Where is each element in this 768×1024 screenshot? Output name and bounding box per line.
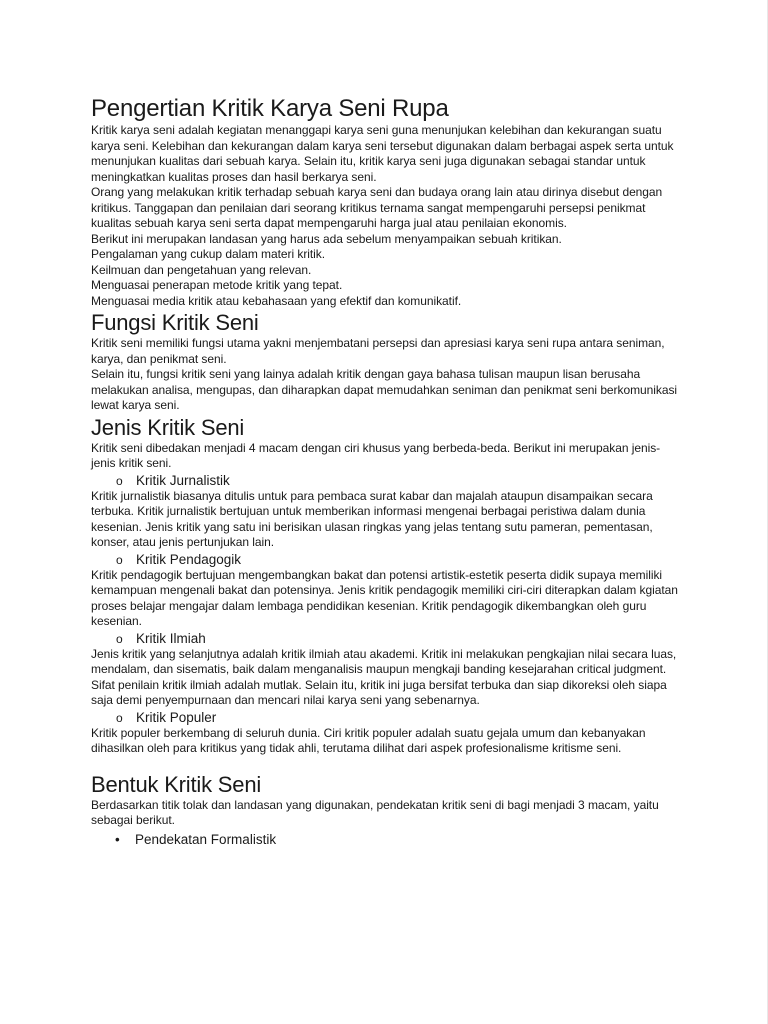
list-item-paragraph: Kritik populer berkembang di seluruh dunia. Ciri kritik populer adalah suatu gejala umum dan kebanyakan dihasilkan oleh para kritikus yang tidak ahli, terutama dilihat dari aspek profesionalisme kritisme seni. [91, 725, 646, 755]
bullet-item-label: Pendekatan Formalistik [135, 831, 277, 847]
list-item-paragraph: Kritik pendagogik bertujuan mengembangkan bakat dan potensi artistik-estetik peserta didik supaya memiliki kemampuan mengenali bakat dan potensinya. Jenis kritik pendagogik memiliki ciri-ciri diterapkan dalam kgiatan proses belajar mengajar dalam lembaga pendidikan kesenian. Kritik pendagogik dikembangkan oleh guru kesenian. [91, 567, 678, 628]
list-item [91, 551, 681, 568]
intro-paragraph: Berikut ini merupakan landasan yang harus ada sebelum menyampaikan sebuah kritikan. [91, 231, 562, 246]
list-item [91, 709, 681, 726]
intro-paragraph: Menguasai penerapan metode kritik yang tepat. [91, 278, 343, 292]
section-heading-fungsi: Fungsi Kritik Seni [91, 310, 259, 335]
bentuk-intro: Berdasarkan titik tolak dan landasan yang digunakan, pendekatan kritik seni di bagi menjadi 3 macam, yaitu sebagai berikut. [91, 797, 659, 827]
intro-paragraph: Orang yang melakukan kritik terhadap sebuah karya seni dan budaya orang lain atau dirinya disebut dengan kritikus. Tanggapan dan penilaian dari seorang kritikus ternama sangat mempengaruhi persepsi penikmat kualitas sebuah karya seni serta dapat mempengaruhi harga jual atau penilaian ekonomis. [91, 185, 663, 230]
list-marker: o [116, 710, 123, 725]
list-marker: o [116, 473, 123, 488]
list-item [91, 472, 681, 489]
bullet-marker: • [115, 831, 120, 847]
intro-paragraph: Menguasai media kritik atau kebahasaan yang efektif dan komunikatif. [91, 293, 462, 308]
list-item-paragraph: Jenis kritik yang selanjutnya adalah kritik ilmiah atau akademi. Kritik ini melakukan pengkajian nilai secara luas, mendalam, dan sisematis, baik dalam menganalisis maupun mengkaji banding kesejarahan critical judgment. [91, 646, 677, 676]
bullet-item [91, 831, 681, 849]
list-item-paragraph: Sifat penilain kritik ilmiah adalah mutlak. Selain itu, kritik ini juga bersifat terbuka dan siap dikoreksi oleh siapa saja demi penyempurnaan dan mencari nilai karya seni yang sebenarnya. [91, 677, 667, 707]
fungsi-paragraph: Kritik seni memiliki fungsi utama yakni menjembatani persepsi dan apresiasi karya seni rupa antara seniman, karya, dan penikmat seni. [91, 336, 665, 366]
document-content [91, 94, 681, 849]
list-marker: o [116, 552, 123, 567]
jenis-intro: Kritik seni dibedakan menjadi 4 macam dengan ciri khusus yang berbeda-beda. Berikut ini merupakan jenis-jenis kritik seni. [91, 440, 661, 470]
list-item-label: Kritik Jurnalistik [136, 472, 230, 488]
page-title: Pengertian Kritik Karya Seni Rupa [91, 95, 449, 122]
list-marker: o [116, 631, 123, 646]
list-item-label: Kritik Populer [136, 709, 217, 725]
section-heading-jenis: Jenis Kritik Seni [91, 414, 245, 440]
list-item [91, 630, 681, 647]
spacer [91, 757, 681, 771]
list-item-paragraph: Kritik jurnalistik biasanya ditulis untuk para pembaca surat kabar dan majalah ataupun disampaikan secara terbuka. Kritik jurnalistik bertujuan untuk memberikan informasi mengenai berbagai peristiwa dalam dunia kesenian. Jenis kritik yang satu ini berisikan ulasan ringkas yang jelas tentang sutu pameran, pementasan, konser, atau jenis pertunjukan lain. [91, 488, 653, 549]
list-item-label: Kritik Ilmiah [136, 630, 206, 646]
section-heading-bentuk: Bentuk Kritik Seni [91, 771, 262, 797]
list-item-label: Kritik Pendagogik [136, 551, 242, 567]
intro-paragraph: Kritik karya seni adalah kegiatan menanggapi karya seni guna menunjukan kelebihan dan kekurangan suatu karya seni. Kelebihan dan kekurangan dalam karya seni tersebut digunakan dalam berbagai aspek serta untuk menunjukan kualitas dari sebuah karya. Selain itu, kritik karya seni juga digunakan sebagai standar untuk meningkatkan kualitas proses dan hasil berkarya seni. [91, 123, 674, 184]
intro-paragraph: Pengalaman yang cukup dalam materi kritik. [91, 247, 326, 261]
intro-paragraph: Keilmuan dan pengetahuan yang relevan. [91, 262, 312, 277]
fungsi-paragraph: Selain itu, fungsi kritik seni yang lainya adalah kritik dengan gaya bahasa tulisan maupun lisan berusaha melakukan analisa, mengupas, dan diharapkan dapat memudahkan seniman dan penikmat seni berkomunikasi lewat karya seni. [91, 367, 678, 412]
